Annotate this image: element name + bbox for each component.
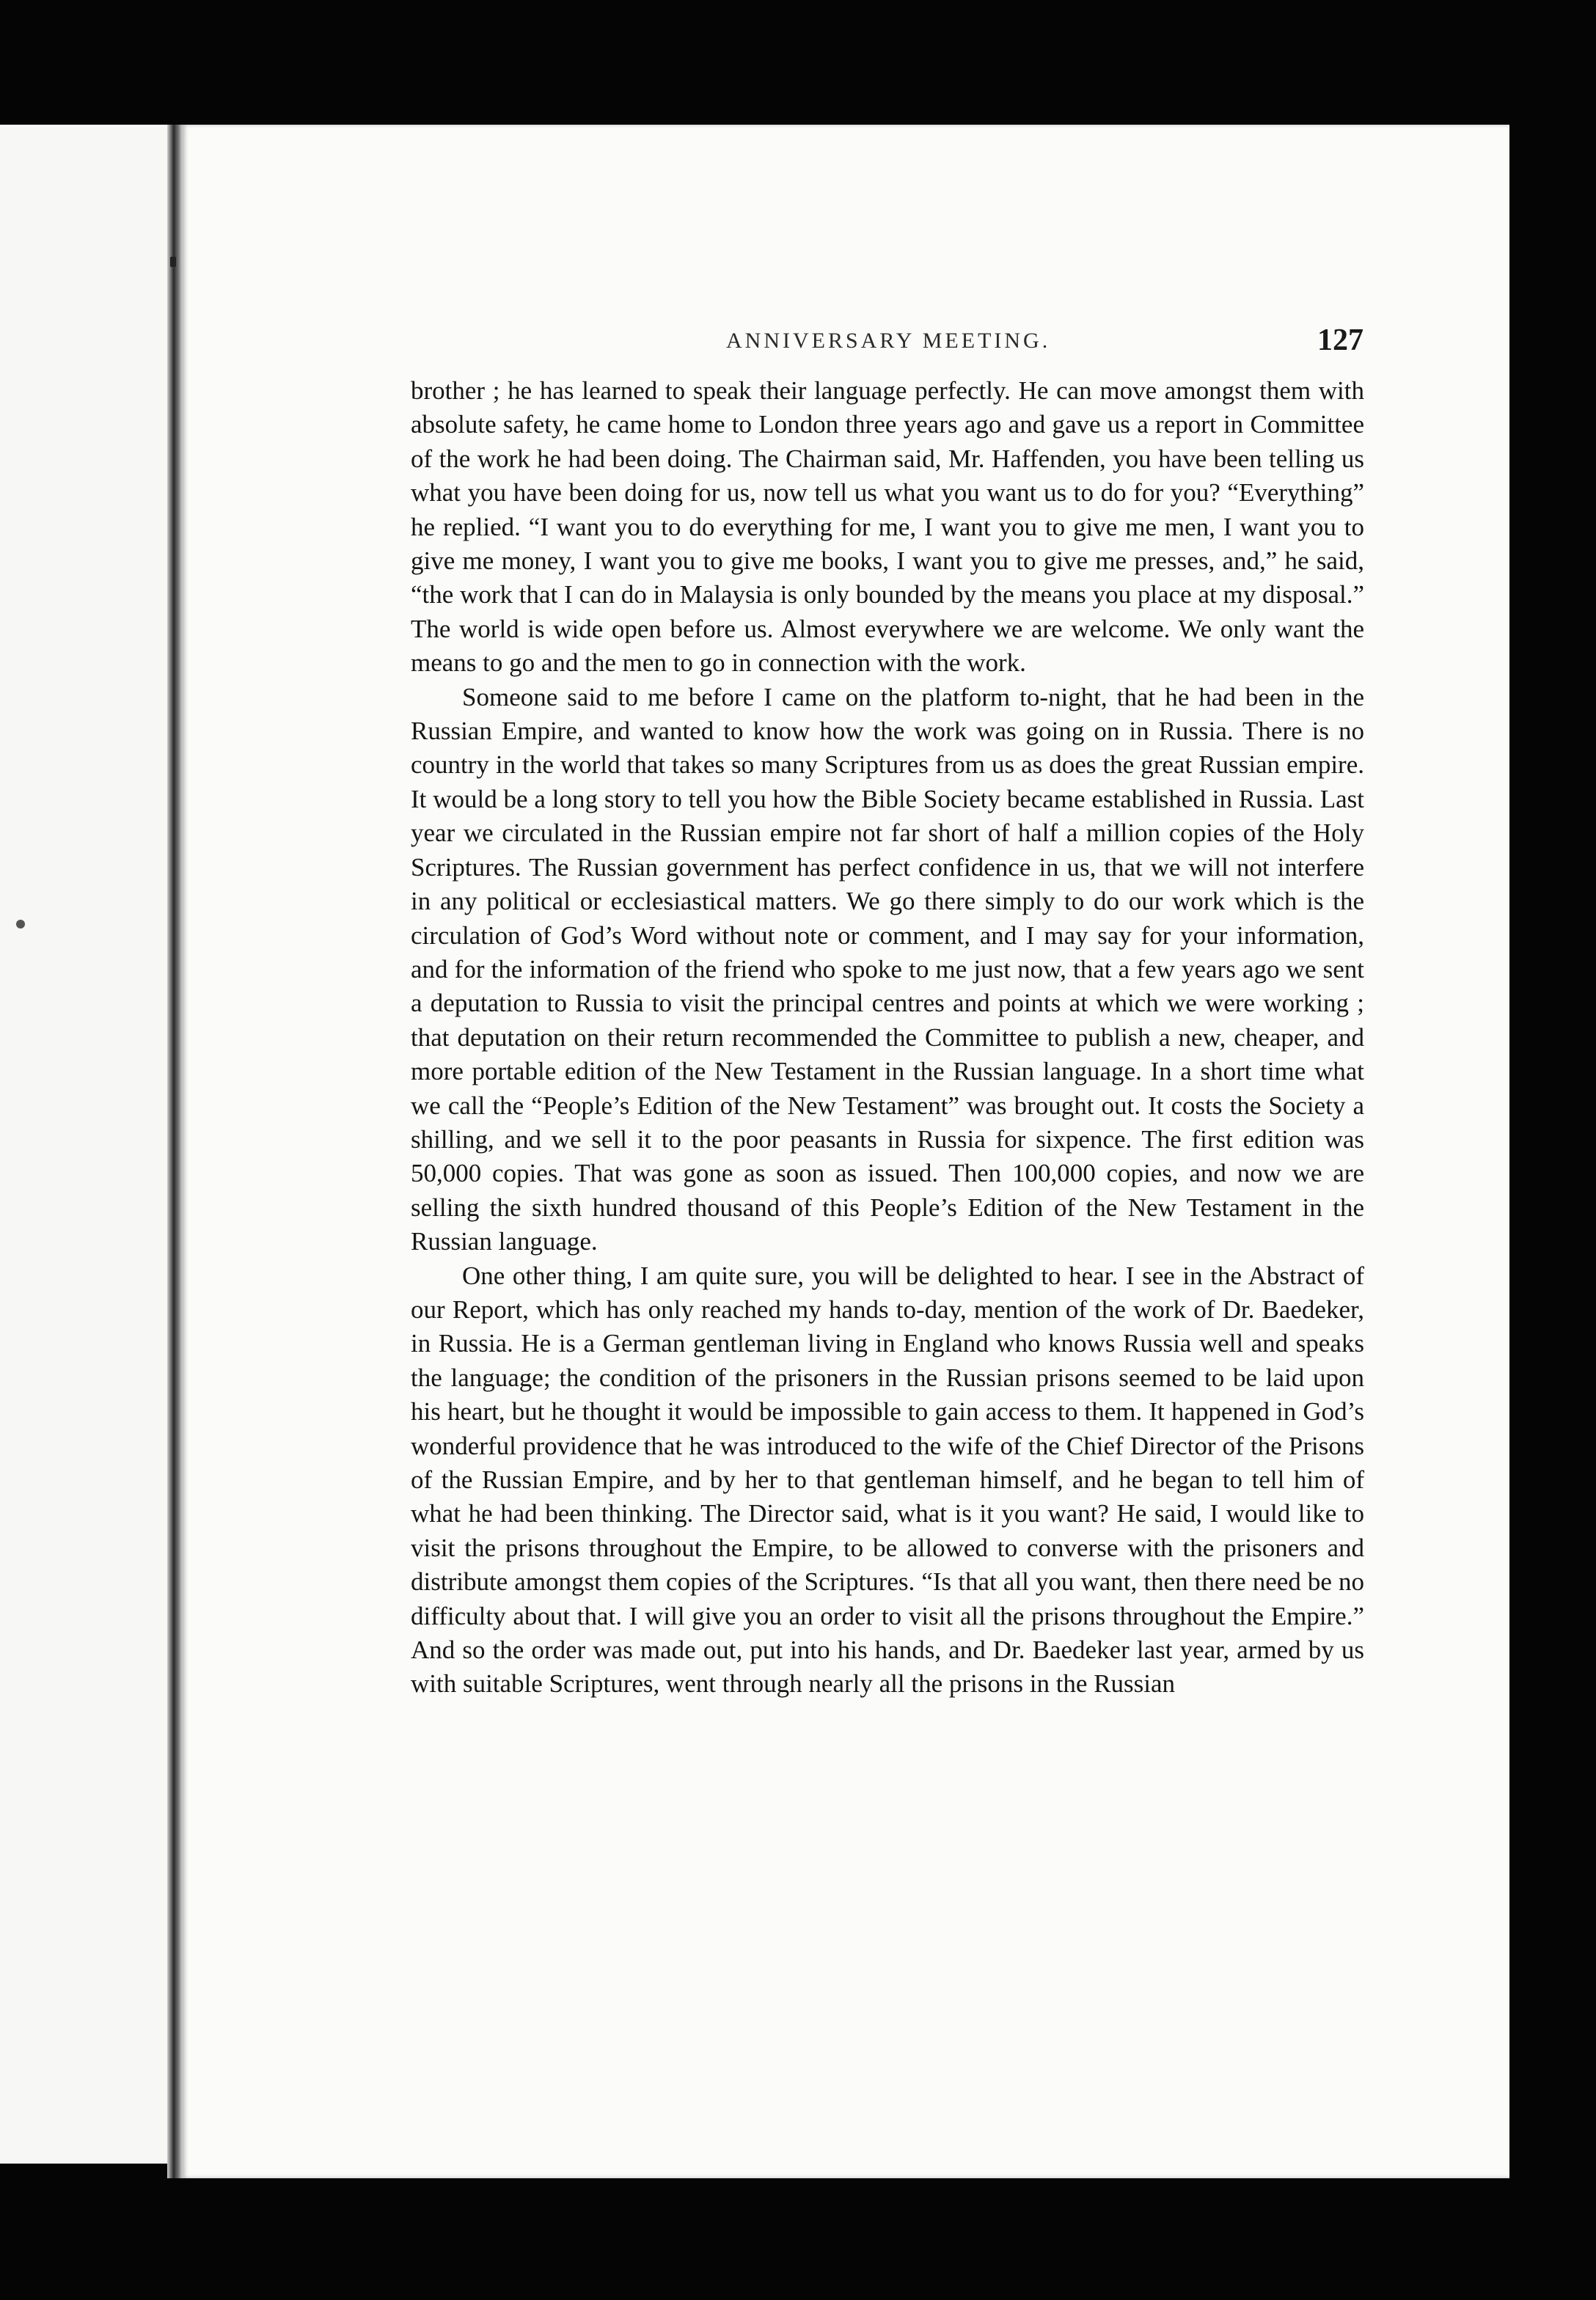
- paragraph: One other thing, I am quite sure, you will be delighted to hear. I see in the Abstract of our Report, which has only reached my hands to-day, mention of the work of Dr. Baedeker, in Russia. He is a German gentleman living in England who knows Russia well and speaks the language; the condition of the prisoners in the Russian prisons seemed to be laid upon his heart, but he thought it would be impossible to gain access to them. It happened in God’s wonderful providence that he was introduced to the wife of the Chief Director of the Prisons of the Russian Empire, and by her to that gentleman himself, and he began to tell him of what he had been thinking. The Director said, what is it you want? He said, I would like to visit the prisons throughout the Empire, to be allowed to converse with the prisoners and distribute amongst them copies of the Scriptures. “Is that all you want, then there need be no difficulty about that. I will give you an order to visit all the prisons throughout the Empire.” And so the order was made out, put into his hands, and Dr. Baedeker last year, armed by us with suitable Scriptures, went through nearly all the prisons in the Russian: [411, 1261, 1364, 1699]
- page-body: [411, 374, 1364, 1702]
- book-gutter: [167, 125, 183, 2178]
- running-title: ANNIVERSARY MEETING.: [726, 329, 1051, 353]
- paragraph: Someone said to me before I came on the platform to-night, that he had been in the Russian Empire, and wanted to know how the work was going on in Russia. There is no country in the world that takes so many Scriptures from us as does the great Russian empire. It would be a long story to tell you how the Bible Society became established in Russia. Last year we circulated in the Russian empire not far short of half a million copies of the Holy Scriptures. The Russian government has perfect confidence in us, that we will not interfere in any political or ecclesiastical matters. We go there simply to do our work which is the circulation of God’s Word without note or comment, and I may say for your information, and for the information of the friend who spoke to me just now, that a few years ago we sent a deputation to Russia to visit the principal centres and points at which we were working ; that deputation on their return recommended the Committee to publish a new, cheaper, and more portable edition of the New Testament in the Russian language. In a short time what we call the “People’s Edition of the New Testament” was brought out. It costs the Society a shilling, and we sell it to the poor peasants in Russia for sixpence. The first edition was 50,000 copies. That was gone as soon as issued. Then 100,000 copies, and now we are selling the sixth hundred thousand of this People’s Edition of the New Testament in the Russian language.: [411, 682, 1364, 1256]
- facing-page: [0, 125, 173, 2164]
- page-number: 127: [1317, 323, 1363, 357]
- binding-mark: [170, 257, 176, 267]
- paragraph: brother ; he has learned to speak their language perfectly. He can move amongst them with absolute safety, he came home to London three years ago and gave us a report in Committee of the work he had been doing. The Chairman said, Mr. Haffenden, you have been telling us what you have been doing for us, now tell us what you want us to do for you? “Everything” he replied. “I want you to do everything for me, I want you to give me men, I want you to give me money, I want you to give me books, I want you to give me presses, and,” he said, “the work that I can do in Malaysia is only bounded by the means you place at my disposal.” The world is wide open before us. Almost everywhere we are welcome. We only want the means to go and the men to go in connection with the work.: [411, 376, 1364, 678]
- margin-dot: [16, 920, 25, 929]
